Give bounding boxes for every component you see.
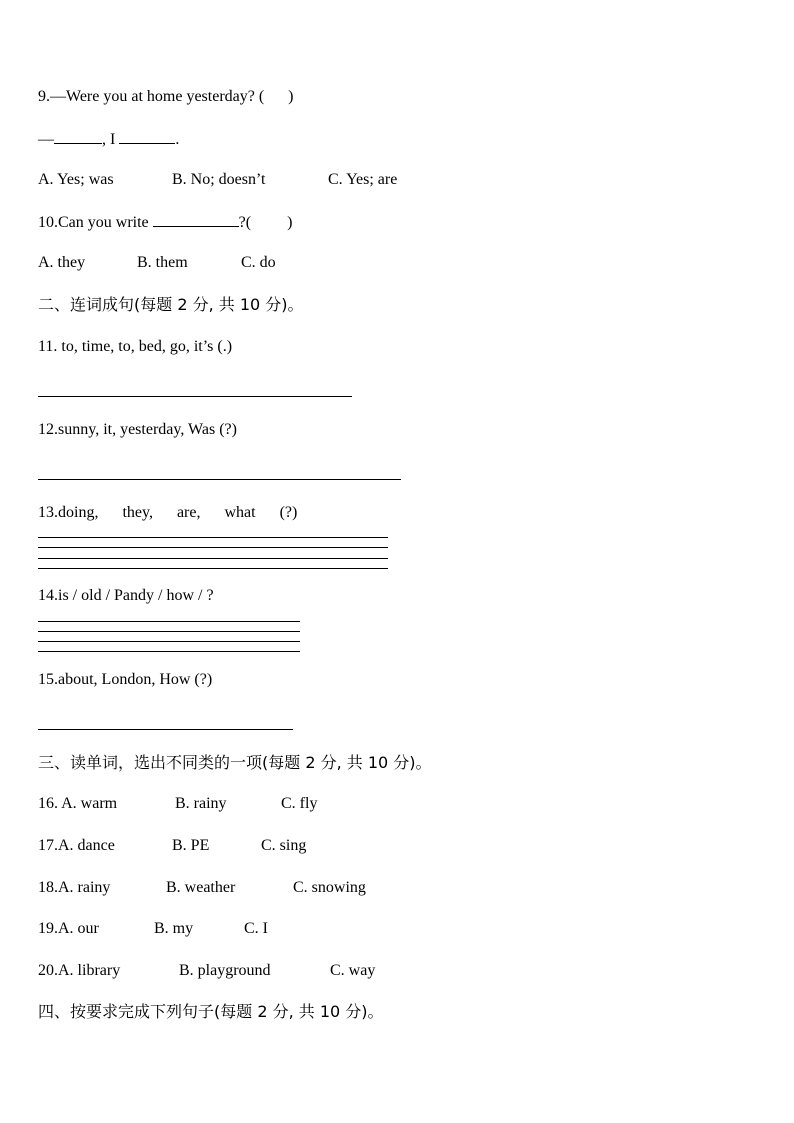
q13-prompt: 13.doing, they, are, what (?) — [38, 504, 298, 521]
q9-reply-dash: — — [38, 131, 54, 148]
q19-option-c[interactable]: C. I — [244, 920, 268, 937]
q14-prompt: 14.is / old / Pandy / how / ? — [38, 587, 214, 604]
q16-option-b[interactable]: B. rainy — [175, 795, 227, 812]
q20-option-a[interactable]: 20.A. library — [38, 962, 121, 979]
q15-answer-line[interactable] — [38, 729, 293, 730]
q16-option-a[interactable]: 16. A. warm — [38, 795, 118, 812]
q15-prompt: 15.about, London, How (?) — [38, 671, 213, 688]
q14-answer-line-3[interactable] — [38, 641, 300, 642]
q9-blank-1[interactable] — [54, 129, 102, 144]
q18-option-a[interactable]: 18.A. rainy — [38, 879, 111, 896]
q20-option-c[interactable]: C. way — [330, 962, 376, 979]
q18-option-b[interactable]: B. weather — [166, 879, 236, 896]
q19-option-b[interactable]: B. my — [154, 920, 194, 937]
q11-answer-line[interactable] — [38, 396, 352, 397]
q13-answer-line-2[interactable] — [38, 547, 388, 548]
q11-prompt: 11. to, time, to, bed, go, it’s (.) — [38, 338, 233, 355]
q10-prompt-start: 10.Can you write — [38, 214, 153, 231]
q14-answer-line-2[interactable] — [38, 631, 300, 632]
q13-answer-line-1[interactable] — [38, 537, 388, 538]
q9-blank-2[interactable] — [119, 129, 175, 144]
q9-option-a[interactable]: A. Yes; was — [38, 171, 114, 188]
q9-option-c[interactable]: C. Yes; are — [328, 171, 398, 188]
q9-prompt: 9.—Were you at home yesterday? ( ) — [38, 88, 294, 105]
q9-reply-end: . — [175, 131, 180, 148]
q19-option-a[interactable]: 19.A. our — [38, 920, 99, 937]
q10-blank[interactable] — [153, 212, 239, 227]
q17-option-c[interactable]: C. sing — [261, 837, 307, 854]
q16-option-c[interactable]: C. fly — [281, 795, 318, 812]
q10-option-c[interactable]: C. do — [241, 254, 276, 271]
q17-option-a[interactable]: 17.A. dance — [38, 837, 115, 854]
q13-answer-line-4[interactable] — [38, 568, 388, 569]
q9-reply-mid: , I — [102, 131, 120, 148]
q9-reply-line — [38, 129, 179, 150]
q12-answer-line[interactable] — [38, 479, 401, 480]
q20-option-b[interactable]: B. playground — [179, 962, 271, 979]
q17-option-b[interactable]: B. PE — [172, 837, 210, 854]
section4-heading: 四、按要求完成下列句子(每题 2 分, 共 10 分)。 — [38, 1002, 384, 1021]
q18-option-c[interactable]: C. snowing — [293, 879, 366, 896]
q10-prompt — [38, 212, 292, 233]
q10-option-a[interactable]: A. they — [38, 254, 86, 271]
q10-option-b[interactable]: B. them — [137, 254, 188, 271]
q13-answer-line-3[interactable] — [38, 558, 388, 559]
q14-answer-line-1[interactable] — [38, 621, 300, 622]
q9-option-b[interactable]: B. No; doesn’t — [172, 171, 266, 188]
section2-heading: 二、连词成句(每题 2 分, 共 10 分)。 — [38, 295, 304, 314]
q12-prompt: 12.sunny, it, yesterday, Was (?) — [38, 421, 237, 438]
q10-prompt-end: ?( ) — [238, 214, 293, 231]
q14-answer-line-4[interactable] — [38, 651, 300, 652]
section3-heading: 三、读单词，选出不同类的一项(每题 2 分, 共 10 分)。 — [38, 753, 432, 772]
